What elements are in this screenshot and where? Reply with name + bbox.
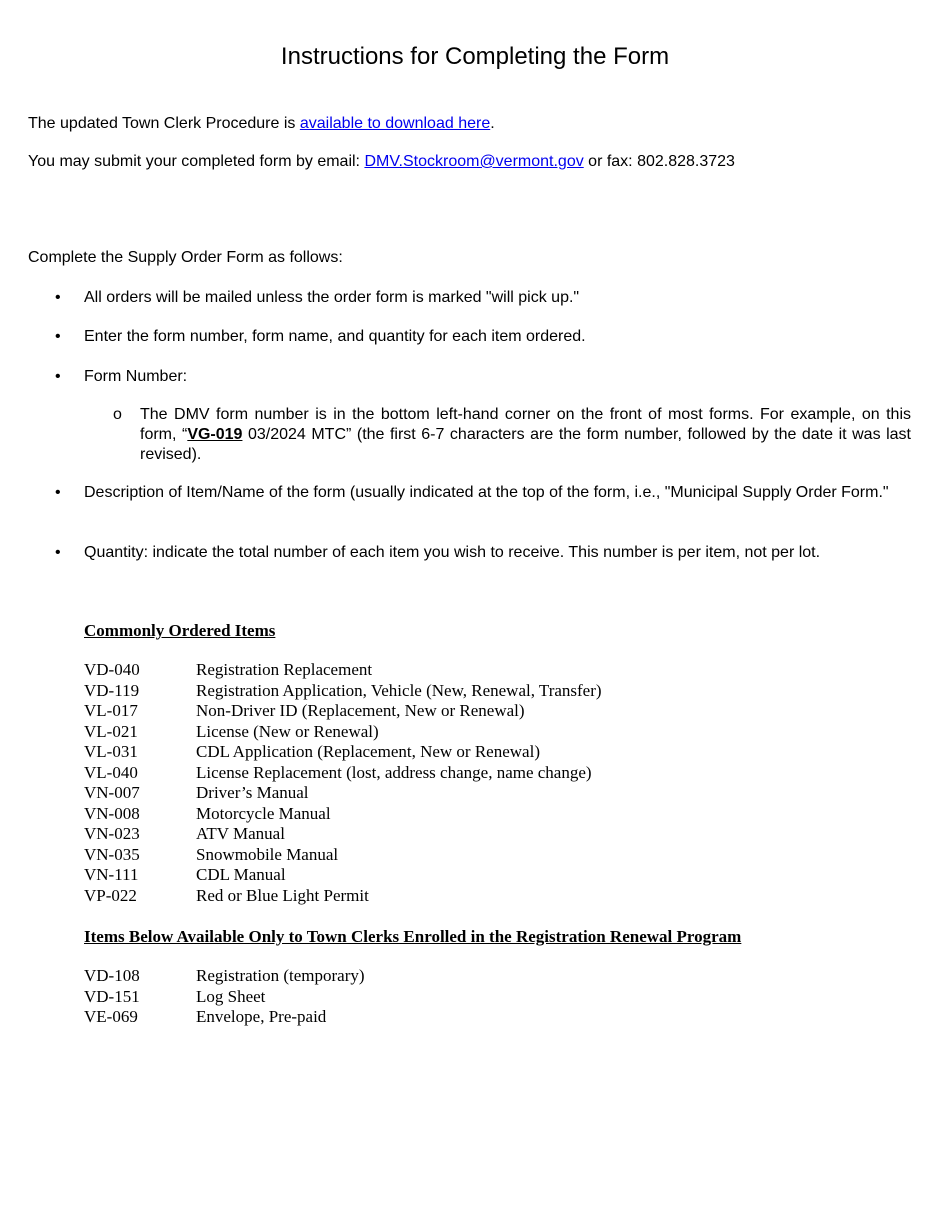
item-row xyxy=(84,701,864,722)
item-name: Registration Application, Vehicle (New, Renewal, Transfer) xyxy=(196,680,602,700)
bullet-text-description: Description of Item/Name of the form (usually indicated at the top of the form, i.e., "Municipal Supply Order Form." xyxy=(84,484,889,501)
bullet-text-form-number: Form Number: xyxy=(84,368,188,385)
item-name: Motorcycle Manual xyxy=(196,803,331,823)
item-row xyxy=(84,987,864,1008)
item-code: VD-119 xyxy=(84,680,140,700)
item-row xyxy=(84,660,864,681)
item-code: VD-151 xyxy=(84,986,140,1006)
item-row xyxy=(84,681,864,702)
item-name: CDL Application (Replacement, New or Renewal) xyxy=(196,742,540,761)
item-name: License Replacement (lost, address change, name change) xyxy=(196,762,592,782)
item-name: CDL Manual xyxy=(196,865,286,884)
item-name: Log Sheet xyxy=(196,986,266,1006)
item-row xyxy=(84,783,864,804)
item-code: VN-111 xyxy=(84,865,139,884)
item-code: VL-040 xyxy=(84,762,138,782)
item-row xyxy=(84,886,864,907)
bullet-icon: • xyxy=(55,484,61,501)
item-code: VN-035 xyxy=(84,844,140,864)
bullet-icon: • xyxy=(55,328,61,345)
item-name: Snowmobile Manual xyxy=(196,844,339,864)
item-code: VL-021 xyxy=(84,721,138,741)
page-title: Instructions for Completing the Form xyxy=(280,43,670,70)
item-name: ATV Manual xyxy=(196,824,285,843)
item-code: VP-022 xyxy=(84,885,137,905)
renewal-items-list xyxy=(84,966,864,1028)
sub-bullet-prefix: The DMV form number is in the bottom left-hand corner on the front of most forms. For example, on this form, “ xyxy=(140,406,911,443)
item-row xyxy=(84,804,864,825)
item-name: Registration Replacement xyxy=(196,660,373,679)
item-code: VD-108 xyxy=(84,966,140,985)
sub-bullet-text xyxy=(140,405,911,465)
item-row xyxy=(84,865,864,886)
procedure-suffix: . xyxy=(490,115,495,132)
submit-suffix: or fax: 802.828.3723 xyxy=(583,153,735,170)
item-name: Registration (temporary) xyxy=(196,966,365,985)
submit-prefix: You may submit your completed form by email: xyxy=(28,153,365,170)
item-code: VL-031 xyxy=(84,742,138,761)
bullet-text-enter: Enter the form number, form name, and quantity for each item ordered. xyxy=(84,328,586,345)
example-form-number: VG-019 xyxy=(187,426,243,443)
item-row xyxy=(84,763,864,784)
sub-bullet-suffix: 03/2024 MTC” (the first 6-7 characters are the form number, followed by the date it was last revised). xyxy=(140,426,911,463)
item-row xyxy=(84,1007,864,1028)
bullet-icon: • xyxy=(55,368,61,385)
item-name: Non-Driver ID (Replacement, New or Renewal) xyxy=(196,701,525,720)
item-name: Driver’s Manual xyxy=(196,783,309,802)
sub-bullet-icon: o xyxy=(113,406,122,423)
item-row xyxy=(84,722,864,743)
item-code: VN-023 xyxy=(84,824,140,843)
common-items-heading: Commonly Ordered Items xyxy=(84,621,276,640)
item-row xyxy=(84,742,864,763)
item-code: VN-008 xyxy=(84,803,140,823)
renewal-items-heading: Items Below Available Only to Town Clerks Enrolled in the Registration Renewal Program xyxy=(84,927,742,946)
bullet-icon: • xyxy=(55,289,61,306)
item-code: VD-040 xyxy=(84,660,140,679)
procedure-line xyxy=(28,114,495,134)
item-code: VN-007 xyxy=(84,783,140,802)
item-code: VL-017 xyxy=(84,701,138,720)
item-row xyxy=(84,966,864,987)
item-row xyxy=(84,845,864,866)
intro-text: Complete the Supply Order Form as follows: xyxy=(28,249,343,266)
common-items-list xyxy=(84,660,864,906)
item-name: License (New or Renewal) xyxy=(196,721,379,741)
email-link[interactable]: DMV.Stockroom@vermont.gov xyxy=(364,153,584,170)
submit-line xyxy=(28,152,735,172)
bullet-text-quantity: Quantity: indicate the total number of each item you wish to receive. This number is per item, not per lot. xyxy=(84,544,821,561)
item-code: VE-069 xyxy=(84,1007,138,1026)
item-name: Envelope, Pre-paid xyxy=(196,1007,327,1026)
bullet-icon: • xyxy=(55,544,61,561)
bullet-text-mail: All orders will be mailed unless the order form is marked "will pick up." xyxy=(84,289,580,306)
procedure-prefix: The updated Town Clerk Procedure is xyxy=(28,115,300,132)
item-row xyxy=(84,824,864,845)
item-name: Red or Blue Light Permit xyxy=(196,885,369,905)
download-procedure-link[interactable]: available to download here xyxy=(299,115,491,132)
